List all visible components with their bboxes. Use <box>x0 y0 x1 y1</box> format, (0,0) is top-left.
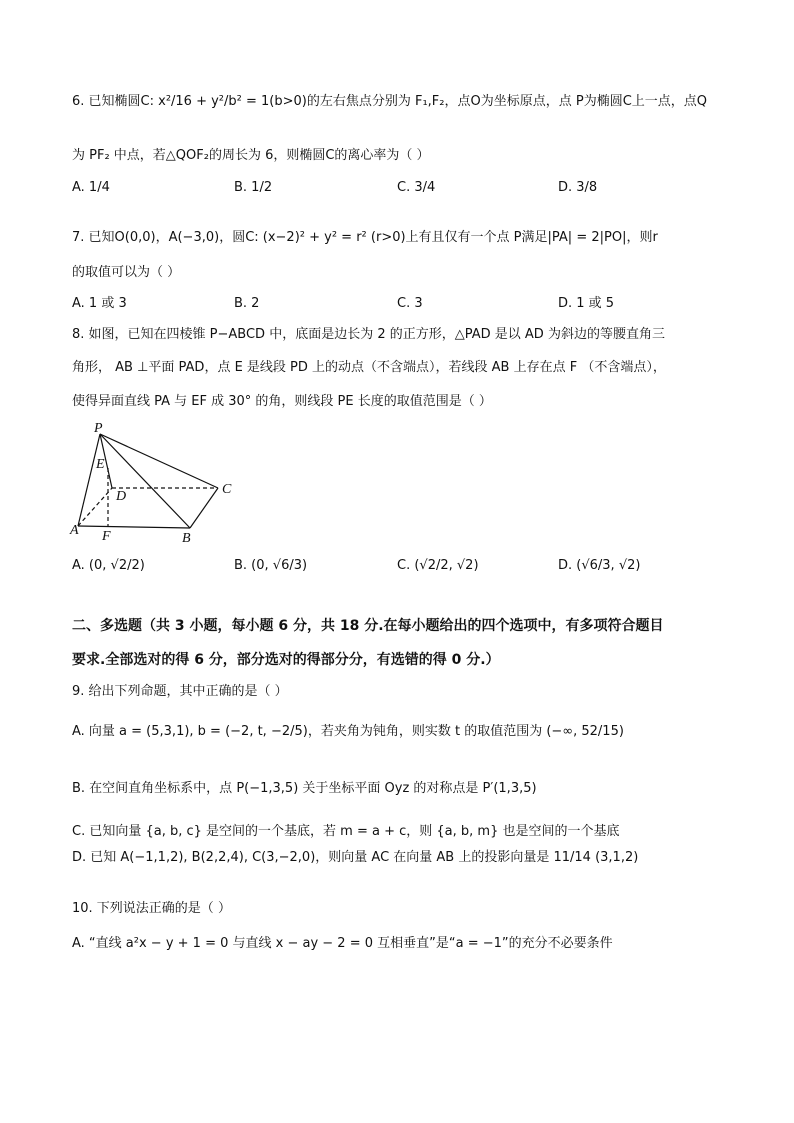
pyramid-figure <box>68 418 248 546</box>
q9-option-d[interactable]: D. 已知 A(−1,1,2), B(2,2,4), C(3,−2,0)，则向量 AC 在向量 AB 上的投影向量是 11/14 (3,1,2) <box>72 850 639 865</box>
q8-option-d[interactable]: D. (√6/3, √2) <box>558 558 641 573</box>
q8-stem-line2: 角形， AB ⊥平面 PAD，点 E 是线段 PD 上的动点（不含端点），若线段 AB 上存在点 F （不含端点）， <box>72 360 666 375</box>
label-b: B <box>182 531 191 546</box>
q9-option-b[interactable]: B. 在空间直角坐标系中，点 P(−1,3,5) 关于坐标平面 Oyz 的对称点是 P′(1,3,5) <box>72 781 537 796</box>
q8-option-a[interactable]: A. (0, √2/2) <box>72 558 145 573</box>
q6-option-b[interactable]: B. 1/2 <box>234 180 273 195</box>
q9-stem: 9. 给出下列命题，其中正确的是（ ） <box>72 684 288 699</box>
q7-option-c[interactable]: C. 3 <box>397 296 423 311</box>
q10-stem: 10. 下列说法正确的是（ ） <box>72 901 231 916</box>
q6-stem-line2: 为 PF₂ 中点，若△QOF₂的周长为 6，则椭圆C的离心率为（ ） <box>72 148 430 163</box>
label-p: P <box>94 421 103 436</box>
label-e: E <box>96 457 105 472</box>
q8-option-c[interactable]: C. (√2/2, √2) <box>397 558 479 573</box>
q9-option-c[interactable]: C. 已知向量 {a, b, c} 是空间的一个基底，若 m = a + c，则 {a, b, m} 也是空间的一个基底 <box>72 824 620 839</box>
label-d: D <box>116 489 127 504</box>
q8-option-b[interactable]: B. (0, √6/3) <box>234 558 308 573</box>
edge-pc <box>100 434 218 488</box>
label-f: F <box>102 529 111 544</box>
edge-bc <box>190 488 218 528</box>
edge-ab <box>78 526 190 528</box>
q6-stem-line1: 6. 已知椭圆C: x²/16 + y²/b² = 1(b>0)的左右焦点分别为 F₁,F₂，点O为坐标原点，点 P为椭圆C上一点，点Q <box>72 94 708 109</box>
q6-option-a[interactable]: A. 1/4 <box>72 180 110 195</box>
q7-stem-line1: 7. 已知O(0,0)，A(−3,0)，圆C: (x−2)² + y² = r² (r>0)上有且仅有一个点 P满足|PA| = 2|PO|，则r <box>72 230 658 245</box>
q6-option-d[interactable]: D. 3/8 <box>558 180 598 195</box>
section-2-heading-line2: 要求.全部选对的得 6 分，部分选对的得部分分，有选错的得 0 分.） <box>72 652 500 668</box>
q7-option-d[interactable]: D. 1 或 5 <box>558 296 615 311</box>
q10-option-a[interactable]: A. “直线 a²x − y + 1 = 0 与直线 x − ay − 2 = 0 互相垂直”是“a = −1”的充分不必要条件 <box>72 936 613 951</box>
edge-pb <box>100 434 190 528</box>
section-2-heading-line1: 二、多选题（共 3 小题，每小题 6 分，共 18 分.在每小题给出的四个选项中，有多项符合题目 <box>72 618 664 634</box>
q6-option-c[interactable]: C. 3/4 <box>397 180 436 195</box>
q9-option-a[interactable]: A. 向量 a = (5,3,1), b = (−2, t, −2/5)，若夹角为钝角，则实数 t 的取值范围为 (−∞, 52/15) <box>72 724 624 739</box>
q8-stem-line3: 使得异面直线 PA 与 EF 成 30° 的角，则线段 PE 长度的取值范围是（ ） <box>72 394 492 409</box>
q8-stem-line1: 8. 如图，已知在四棱锥 P−ABCD 中，底面是边长为 2 的正方形，△PAD 是以 AD 为斜边的等腰直角三 <box>72 327 665 342</box>
edge-pa <box>78 434 100 526</box>
q7-option-b[interactable]: B. 2 <box>234 296 260 311</box>
q7-stem-line2: 的取值可以为（ ） <box>72 265 181 280</box>
label-a: A <box>70 523 79 538</box>
q7-option-a[interactable]: A. 1 或 3 <box>72 296 127 311</box>
label-c: C <box>222 482 232 497</box>
